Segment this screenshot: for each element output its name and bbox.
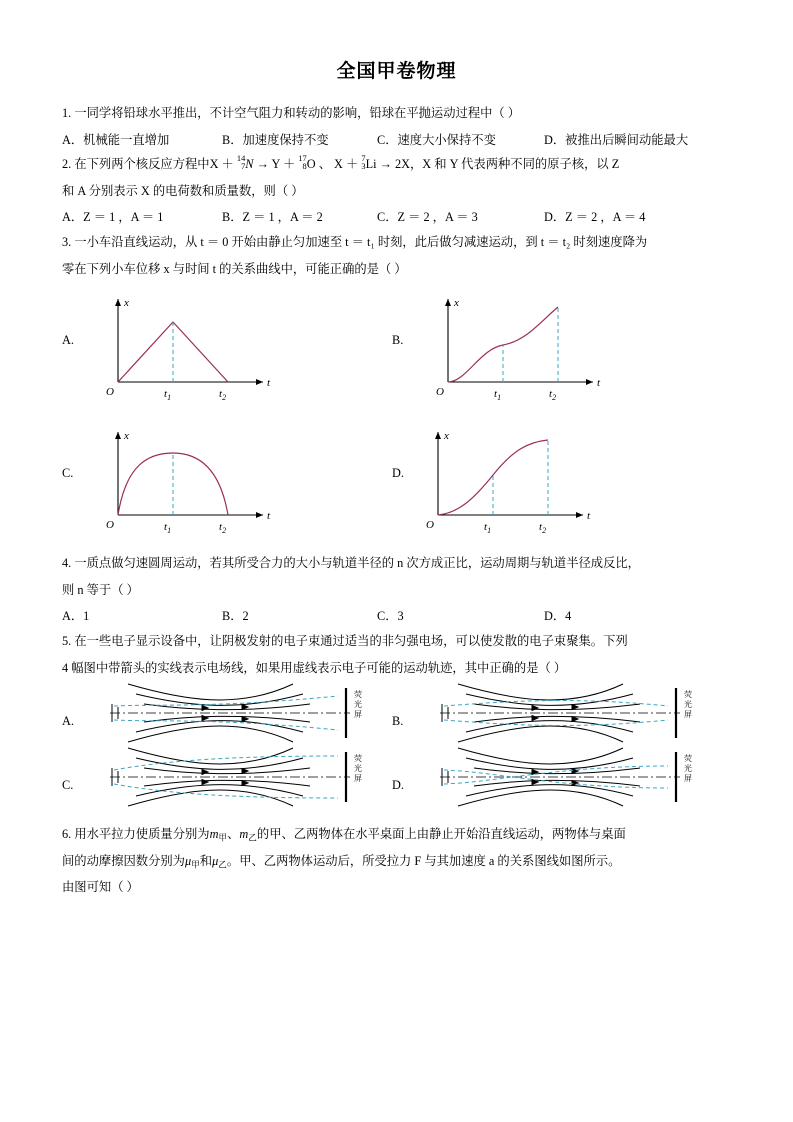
- svg-text:t: t: [587, 510, 591, 523]
- q3-graph-a-svg: [88, 287, 278, 403]
- svg-text:t2: $t_2$: [549, 388, 557, 403]
- svg-text:荧: 荧: [354, 754, 362, 764]
- question-1-number: 1.: [62, 106, 72, 120]
- svg-text:荧: 荧: [354, 690, 362, 700]
- svg-text:O: O: [106, 386, 114, 399]
- svg-text:t2: $t_2$: [219, 521, 227, 536]
- q4-option-a: A．1: [62, 609, 90, 624]
- svg-text:光: 光: [684, 700, 692, 710]
- q5-figures-row-2: [62, 746, 731, 808]
- svg-text:O: O: [436, 386, 444, 399]
- q3-graph-c-svg: [88, 420, 278, 536]
- q5-graph-d-svg: [418, 746, 718, 808]
- question-5-line2: 4 幅图中带箭头的实线表示电场线，如果用虚线表示电子可能的运动轨迹，其中正确的是（ ）: [62, 660, 567, 675]
- question-2-equation: X ＋ 14 7 N → Y ＋ 17 8 O 、 X ＋ 7 3 Li → 2X: [209, 153, 410, 172]
- q2-option-a: A．Z ＝ 1 ，A ＝ 1: [62, 210, 164, 225]
- question-2-text-b: ，X 和 Y 代表两种不同的原子核，以 Z: [409, 157, 620, 172]
- question-3-number: 3.: [62, 234, 72, 249]
- q4-option-b: B．2: [222, 609, 249, 624]
- q6-symbol-m1: m: [209, 827, 219, 842]
- q3-figure-a: [62, 287, 392, 402]
- question-4-line2: 则 n 等于（ ）: [62, 582, 139, 597]
- svg-text:光: 光: [354, 764, 362, 774]
- page-title: 全国甲卷物理: [336, 61, 457, 82]
- question-4-line1: 一质点做匀速圆周运动，若其所受合力的大小与轨道半径的 n 次方成正比，运动周期与轨道半径成反比，: [74, 556, 640, 571]
- svg-text:屏: 屏: [684, 774, 692, 784]
- question-1-text: 一同学将铅球水平推出，不计空气阻力和转动的影响，铅球在平抛运动过程中（ ）: [74, 106, 521, 120]
- q5-graph-b-svg: [418, 682, 718, 744]
- question-2-line2: 和 A 分别表示 X 的电荷数和质量数，则（ ）: [62, 183, 304, 198]
- svg-text:x: x: [124, 297, 129, 310]
- svg-text:荧: 荧: [684, 690, 692, 700]
- q3-figure-b-label: B.: [392, 333, 404, 348]
- q6-symbol-m2: m: [239, 827, 249, 842]
- q6-symbol-u2: μ: [212, 853, 219, 868]
- svg-text:t1: $t_1$: [484, 521, 492, 536]
- question-6-line1-a: 用水平拉力使质量分别为: [74, 827, 210, 842]
- svg-text:x: x: [444, 430, 449, 443]
- svg-text:屏: 屏: [354, 710, 362, 720]
- q5-figure-d: [392, 746, 722, 808]
- question-2-text-a: 在下列两个核反应方程中: [74, 157, 210, 172]
- q1-option-d: D．被推出后瞬间动能最大: [544, 132, 689, 147]
- question-2-number: 2.: [62, 157, 72, 172]
- question-3-figures: [62, 287, 731, 535]
- svg-text:t2: $t_2$: [539, 521, 547, 536]
- question-4-number: 4.: [62, 556, 72, 571]
- question-6-line2-a: 间的动摩擦因数分别为: [62, 853, 185, 868]
- svg-text:荧: 荧: [684, 754, 692, 764]
- svg-text:光: 光: [684, 764, 692, 774]
- question-3-line1: 一小车沿直线运动，从 t ＝ 0 开始由静止匀加速至 t ＝ t₁ 时刻，此后做匀减速运动，到 t ＝ t₂ 时刻速度降为: [74, 234, 648, 249]
- q3-figure-d-label: D.: [392, 466, 404, 481]
- svg-text:O: O: [426, 519, 434, 532]
- question-1: [62, 101, 731, 126]
- question-5-line1: 在一些电子显示设备中，让阴极发射的电子束通过适当的非匀强电场，可以使发散的电子束聚集。下列: [74, 633, 628, 648]
- q5-graph-c-svg: [88, 746, 388, 808]
- q4-option-c: C．3: [377, 609, 404, 624]
- svg-text:屏: 屏: [354, 774, 362, 784]
- q5-graph-a-svg: [88, 682, 388, 744]
- question-6-line1-b: 的甲、乙两物体在水平桌面上由静止开始沿直线运动，两物体与桌面: [256, 827, 626, 842]
- q5-figure-d-label: D.: [392, 777, 404, 792]
- q3-figure-b: [392, 287, 722, 402]
- q6-symbol-m1-sub: 甲: [218, 832, 228, 843]
- question-3-line2: 零在下列小车位移 x 与时间 t 的关系曲线中，可能正确的是（ ）: [62, 261, 407, 276]
- svg-text:t2: $t_2$: [219, 388, 227, 403]
- svg-text:x: x: [454, 297, 459, 310]
- question-6-number: 6.: [62, 827, 72, 842]
- svg-text:t: t: [267, 377, 271, 390]
- svg-text:屏: 屏: [684, 710, 692, 720]
- question-3: [62, 230, 731, 255]
- q6-symbol-m2-sub: 乙: [248, 832, 257, 843]
- q2-option-c: C．Z ＝ 2 ，A ＝ 3: [377, 210, 478, 225]
- svg-text:O: O: [106, 519, 114, 532]
- q3-figure-a-label: A.: [62, 333, 74, 348]
- q5-figure-a: [62, 682, 392, 744]
- question-6-line2: [62, 849, 731, 874]
- q6-and: 和: [199, 853, 213, 868]
- q6-symbol-u1-sub: 甲: [191, 859, 200, 870]
- q3-graph-b-svg: [418, 287, 608, 403]
- q5-figure-b: [392, 682, 722, 744]
- question-1-options: [62, 128, 731, 153]
- q5-figure-c-label: C.: [62, 777, 74, 792]
- question-2-options: [62, 205, 731, 230]
- q3-figure-c: [62, 420, 392, 535]
- svg-text:光: 光: [354, 700, 362, 710]
- q5-figures-row-1: [62, 682, 731, 744]
- question-6-line3: 由图可知（ ）: [62, 880, 139, 895]
- q3-figure-c-label: C.: [62, 466, 74, 481]
- question-6-line2-b: 。甲、乙两物体运动后，所受拉力 F 与其加速度 a 的关系图线如图所示。: [226, 853, 621, 868]
- q2-option-b: B．Z ＝ 1 ，A ＝ 2: [222, 210, 323, 225]
- q4-option-d: D．4: [544, 609, 572, 624]
- q5-figure-a-label: A.: [62, 713, 74, 728]
- q3-figure-d: [392, 420, 722, 535]
- svg-text:t: t: [597, 377, 601, 390]
- svg-text:t1: $t_1$: [164, 521, 172, 536]
- question-2: [62, 152, 731, 177]
- question-4-options: [62, 604, 731, 629]
- q5-figure-c: [62, 746, 392, 808]
- q6-symbol-u1: μ: [184, 853, 192, 868]
- q5-figure-b-label: B.: [392, 713, 404, 728]
- question-4: [62, 551, 731, 576]
- svg-text:t1: $t_1$: [164, 388, 172, 403]
- svg-text:t: t: [267, 510, 271, 523]
- q1-option-a: A．机械能一直增加: [62, 132, 170, 147]
- question-6: [62, 822, 731, 847]
- q3-graph-d-svg: [418, 420, 608, 536]
- question-5: [62, 629, 731, 654]
- question-5-number: 5.: [62, 633, 72, 648]
- svg-text:t1: $t_1$: [494, 388, 502, 403]
- q1-option-c: C．速度大小保持不变: [377, 132, 496, 147]
- svg-text:x: x: [124, 430, 129, 443]
- q6-symbol-u2-sub: 乙: [218, 859, 227, 870]
- q2-option-d: D．Z ＝ 2 ，A ＝ 4: [544, 210, 646, 225]
- q1-option-b: B．加速度保持不变: [222, 132, 329, 147]
- q6-sep: 、: [227, 827, 240, 842]
